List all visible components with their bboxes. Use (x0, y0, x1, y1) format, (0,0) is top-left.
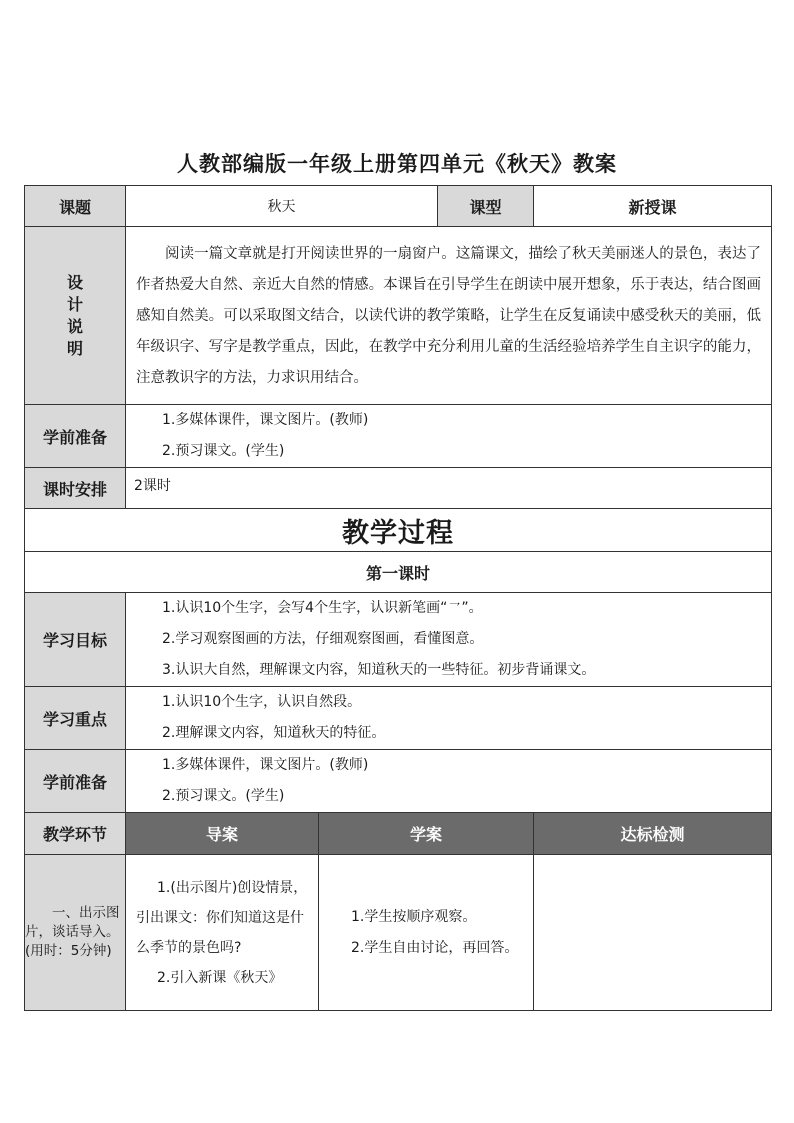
step1-link: 一、出示图片，谈话导入。(用时：5分钟) (25, 905, 120, 959)
lesson-title: 第一课时 (25, 552, 772, 593)
goal-item: 1.认识10个生字，会写4个生字，认识新笔画“㇖”。 (162, 600, 483, 616)
schedule-row (25, 468, 772, 509)
prep1-item: 2.预习课文。(学生) (162, 443, 285, 459)
step1-check-cell (534, 855, 772, 1011)
goals-label: 学习目标 (25, 593, 126, 687)
step1-guide-text: 2.引入新课《秋天》 (157, 969, 283, 986)
step1-guide-text: 1.(出示图片)创设情景，引出课文：你们知道这是什么季节的景色吗? (136, 879, 308, 956)
step1-link-cell (25, 855, 126, 1011)
design-label (25, 227, 126, 405)
prep2-item: 1.多媒体课件，课文图片。(教师) (162, 757, 369, 773)
lesson-title-row (25, 552, 772, 593)
design-row (25, 227, 772, 405)
design-label-char: 说 (66, 316, 83, 336)
design-text: 阅读一篇文章就是打开阅读世界的一扇窗户。这篇课文，描绘了秋天美丽迷人的景色，表达了作者热爱大自然、亲近大自然的情感。本课旨在引导学生在朗读中展开想象，乐于表达，结合图画感知自然美。可以采取图文结合，以读代讲的教学策略，让学生在反复诵读中感受秋天的美丽，低年级识字、写字是教学重点，因此，在教学中充分利用儿童的生活经验培养学生自主识字的能力，注意教识字的方法，力求识用结合。 (136, 246, 761, 386)
design-label-char: 设 (66, 272, 83, 292)
design-label-char: 明 (66, 338, 83, 358)
step1-learn-item: 1.学生按顺序观察。 (351, 908, 477, 925)
process-title-row (25, 509, 772, 552)
focus-row (25, 687, 772, 750)
prep1-item: 1.多媒体课件，课文图片。(教师) (162, 412, 369, 428)
type-label: 课型 (438, 186, 534, 227)
prep1-cell (126, 405, 772, 468)
goal-item: 3.认识大自然，理解课文内容，知道秋天的一些特征。初步背诵课文。 (162, 662, 596, 678)
prep2-item: 2.预习课文。(学生) (162, 788, 285, 804)
prep1-row (25, 405, 772, 468)
prep1-label: 学前准备 (25, 405, 126, 468)
step1-learn-item: 2.学生自由讨论，再回答。 (351, 939, 519, 956)
focus-label: 学习重点 (25, 687, 126, 750)
topic-row (25, 186, 772, 227)
lesson-plan-table (24, 185, 772, 1011)
schedule-label: 课时安排 (25, 468, 126, 509)
prep2-row (25, 750, 772, 813)
column-check-header: 达标检测 (534, 813, 772, 855)
focus-cell (126, 687, 772, 750)
topic-value: 秋天 (126, 186, 438, 227)
design-label-char: 计 (66, 294, 83, 314)
step1-learn-cell (319, 855, 534, 1011)
type-value: 新授课 (534, 186, 772, 227)
schedule-cell (126, 468, 772, 509)
document-title: 人教部编版一年级上册第四单元《秋天》教案 (177, 152, 617, 176)
schedule-value: 2课时 (134, 478, 171, 494)
prep2-label: 学前准备 (25, 750, 126, 813)
design-text-cell (126, 227, 772, 405)
focus-item: 2.理解课文内容，知道秋天的特征。 (162, 725, 386, 741)
topic-label: 课题 (25, 186, 126, 227)
column-guide-header: 导案 (126, 813, 319, 855)
step1-guide-cell (126, 855, 319, 1011)
prep2-cell (126, 750, 772, 813)
goals-row (25, 593, 772, 687)
goal-item: 2.学习观察图画的方法，仔细观察图画，看懂图意。 (162, 631, 484, 647)
column-link-header: 教学环节 (25, 813, 126, 855)
goals-cell (126, 593, 772, 687)
column-learn-header: 学案 (319, 813, 534, 855)
focus-item: 1.认识10个生字，认识自然段。 (162, 694, 362, 710)
step1-row (25, 855, 772, 1011)
columns-header-row (25, 813, 772, 855)
process-title: 教学过程 (25, 509, 772, 552)
